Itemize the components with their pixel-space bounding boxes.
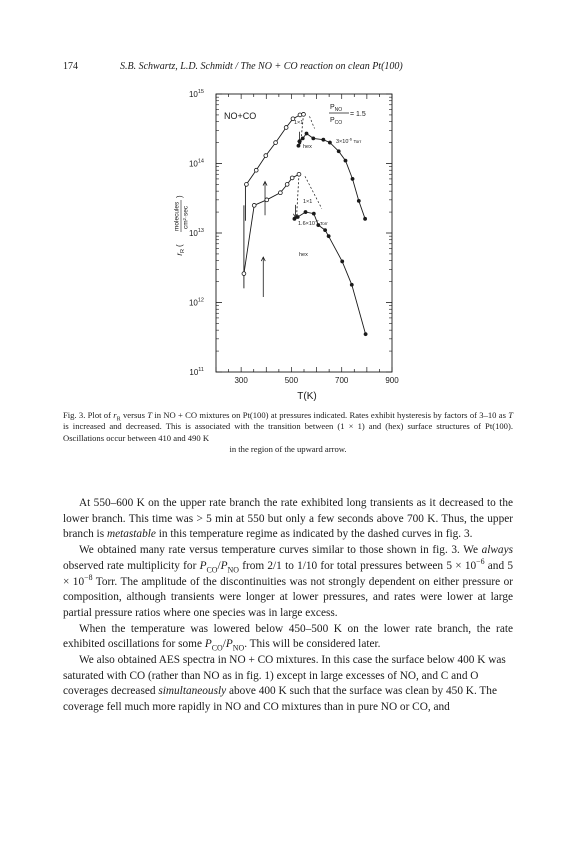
svg-text:): ) [175, 195, 184, 198]
paragraph-1: At 550–600 K on the upper rate branch the rate exhibited long transients as it decreased to the lower branch. This time was > 5 min at 550 but only a few seconds above 700 K. Thus, the upper branch is metastable in this temperature regime as indicated by the dashed curves in fig. 3. [63, 497, 513, 541]
ratio-label-num: $P_{NO}$ [330, 104, 343, 113]
lower-1x1-label: 1×1 [303, 199, 313, 205]
paragraph-3: When the temperature was lowered below 450–500 K on the lower rate branch, the rate exhibited oscillations for some $P_{CO}/P_{NO}$. This will be considered later. [63, 622, 513, 653]
paragraph-4: We also obtained AES spectra in NO + CO mixtures. In this case the surface below 400 K was saturated with CO (rather than NO as in fig. 1) except in large excesses of NO, and C and O coverages decreased simultaneously above 400 K such that the surface was clean by 450 K. The coverage fell much more rapidly in NO and CO mixtures than in pure NO or CO, and [63, 654, 506, 714]
y-axis-label [174, 195, 190, 256]
y-tick-label: $10^{11}$ [189, 367, 204, 377]
y-tick-label: $10^{12}$ [188, 297, 204, 308]
heating-point [254, 168, 258, 172]
page-number: 174 [63, 61, 78, 72]
page-header [63, 60, 513, 74]
cooling-curve [294, 212, 365, 334]
body-text [63, 496, 513, 716]
plot-frame [216, 94, 392, 372]
cooling-point [296, 215, 300, 219]
cooling-point [351, 177, 355, 181]
heating-point [264, 154, 268, 158]
cooling-point [357, 199, 361, 203]
cooling-point [301, 136, 305, 140]
ratio-label-den: $P_{CO}$ [330, 117, 343, 126]
cooling-point [337, 149, 341, 153]
heating-point [242, 272, 246, 276]
figure-caption: Fig. 3. Plot of $r_R$ versus T in NO + CO mixtures on Pt(100) at pressures indicated. Rates exhibit hysteresis by factors of 3–10 as T is increased and decreased. This is associated with the transition between (1 × 1) and (hex) surface structures of Pt(100). Oscillations occur between 410 and 490 K in the region of the upward arrow. [63, 410, 514, 455]
cooling-point [363, 217, 367, 221]
cooling-point [350, 283, 354, 287]
axis-ticks [189, 89, 399, 385]
running-title: S.B. Schwartz, L.D. Schmidt / The NO + CO reaction on clean Pt(100) [120, 61, 403, 72]
lower-hex-label: hex [299, 252, 308, 258]
cooling-point [298, 139, 302, 143]
heating-point [297, 172, 301, 176]
heating-point [265, 198, 269, 202]
upper-hex-label: hex [303, 144, 312, 150]
cooling-point [304, 210, 308, 214]
cooling-point [364, 332, 368, 336]
x-axis-label: T(K) [297, 391, 317, 402]
lower-pressure-label: $1.6\times 10^{-7}$ $_{Torr}$ [298, 218, 328, 227]
cooling-point [293, 217, 297, 221]
heating-point [245, 183, 249, 187]
cooling-point [312, 212, 316, 216]
x-tick-label: 900 [385, 376, 399, 385]
cooling-point [323, 228, 327, 232]
svg-text:rR(: $r_R$( [175, 244, 186, 256]
heating-point [284, 126, 288, 130]
metastable-dashed-line [309, 116, 314, 128]
transition-dashed-line [296, 174, 299, 219]
cooling-point [344, 159, 348, 163]
svg-text:molecules: molecules [173, 201, 181, 231]
y-tick-label: $10^{14}$ [188, 158, 204, 169]
heating-point [252, 203, 256, 207]
cooling-point [328, 141, 332, 145]
heating-point [285, 183, 289, 187]
y-tick-label: $10^{15}$ [188, 89, 204, 99]
cooling-point [297, 144, 301, 148]
upper-1x1-label: 1×1 [294, 120, 304, 126]
heating-point [274, 141, 278, 145]
heating-curve [244, 174, 299, 273]
cooling-point [321, 138, 325, 142]
figure-3-chart [160, 82, 430, 402]
x-tick-label: 500 [284, 376, 299, 385]
ratio-value: = 1.5 [350, 111, 366, 118]
cooling-point [327, 234, 331, 238]
y-tick-label: $10^{13}$ [188, 228, 204, 238]
paragraph-2: We obtained many rate versus temperature curves similar to those shown in fig. 3. We always observed rate multiplicity for $P_{CO}/P_{NO}$ from 2/1 to 1/10 for total pressures between $5 \times 10^{-6}$ and $5 \times 10^{-8}$ Torr. The amplitude of the discontinuities was not strongly dependent on either pressure or composition, although transients were longer at lower pressures, and rates were lower at large partial pressure ratios where one species was in large excess. [63, 544, 513, 619]
x-tick-label: 300 [234, 376, 248, 385]
svg-text:cm²·sec: cm²·sec [182, 205, 190, 229]
cooling-point [340, 260, 344, 264]
plot-border [216, 94, 392, 372]
heating-point [290, 176, 294, 180]
heating-point [278, 191, 282, 195]
heating-point [302, 112, 306, 116]
cooling-point [305, 132, 309, 136]
inset-label: NO+CO [224, 111, 257, 121]
cooling-point [311, 136, 315, 140]
upper-pressure-label: $3\times 10^{-6}$ $_{Torr}$ [336, 136, 362, 145]
x-tick-label: 700 [335, 376, 349, 385]
